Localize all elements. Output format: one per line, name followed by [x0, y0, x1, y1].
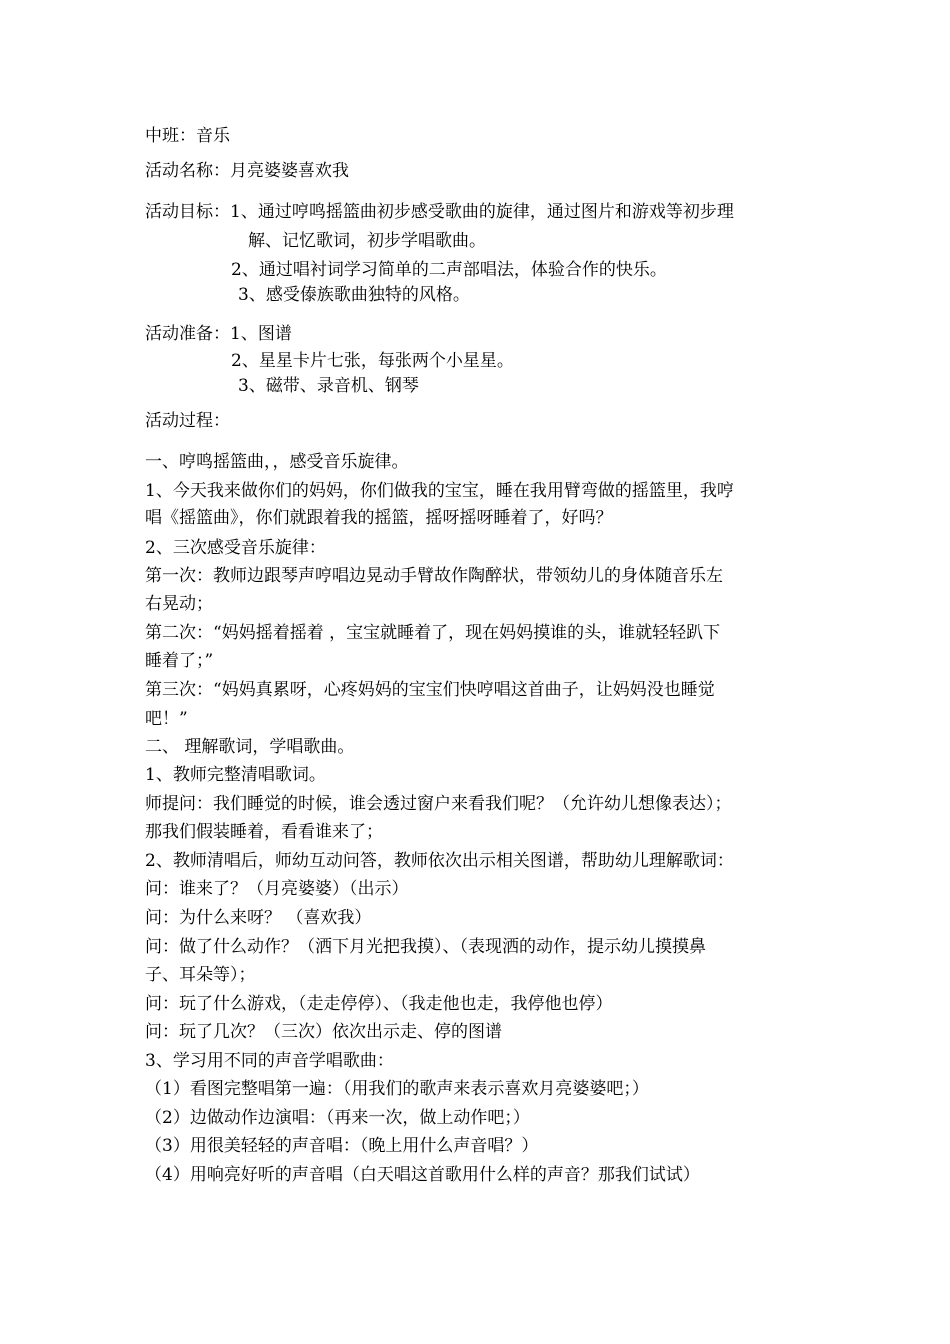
body-line: 子、耳朵等）；: [145, 965, 256, 985]
body-line: 2、三次感受音乐旋律：: [145, 538, 326, 558]
body-line: 睡着了；”: [145, 651, 214, 671]
body-line: 1、教师完整清唱歌词。: [145, 765, 326, 785]
body-line: 一、哼鸣摇篮曲，，感受音乐旋律。: [145, 452, 409, 472]
body-line: （3）用很美轻轻的声音唱：（晚上用什么声音唱？）: [145, 1136, 539, 1156]
body-line: 第一次：教师边跟琴声哼唱边晃动手臂故作陶醉状，带领幼儿的身体随音乐左: [145, 566, 723, 586]
prep-line-3: 3、磁带、录音机、钢琴: [238, 376, 419, 396]
body-line: 2、教师清唱后，师幼互动问答，教师依次出示相关图谱，帮助幼儿理解歌词：: [145, 851, 734, 871]
body-line: 第二次：“妈妈摇着摇着 ，宝宝就睡着了，现在妈妈摸谁的头，谁就轻轻趴下: [145, 623, 721, 643]
body-line: （4）用响亮好听的声音唱（白天唱这首歌用什么样的声音？那我们试试）: [145, 1165, 700, 1185]
body-line: 问：玩了什么游戏，（走走停停）、（我走他也走，我停他也停）: [145, 994, 613, 1014]
body-line: 问：谁来了？（月亮婆婆）（出示）: [145, 879, 409, 899]
goals-line-3: 3、感受傣族歌曲独特的风格。: [238, 285, 470, 305]
prep-line-2: 2、星星卡片七张，每张两个小星星。: [231, 351, 514, 371]
body-line: 吧！”: [145, 709, 188, 729]
body-line: （2）边做动作边演唱：（再来一次，做上动作吧；）: [145, 1108, 530, 1128]
body-line: 二、 理解歌词，学唱歌曲。: [145, 737, 355, 757]
body-line: （1）看图完整唱第一遍：（用我们的歌声来表示喜欢月亮婆婆吧；）: [145, 1079, 649, 1099]
body-line: 问：做了什么动作？（洒下月光把我摸）、（表现洒的动作，提示幼儿摸摸鼻: [145, 937, 706, 957]
body-line: 第三次：“妈妈真累呀，心疼妈妈的宝宝们快哼唱这首曲子，让妈妈没也睡觉: [145, 680, 715, 700]
body-line: 3、学习用不同的声音学唱歌曲：: [145, 1051, 394, 1071]
process-label: 活动过程：: [145, 411, 230, 431]
body-line: 1、今天我来做你们的妈妈，你们做我的宝宝，睡在我用臂弯做的摇篮里，我哼: [145, 481, 734, 501]
prep-line-1: 活动准备：1、图谱: [145, 324, 292, 344]
goals-line-1: 活动目标：1、通过哼鸣摇篮曲初步感受歌曲的旋律，通过图片和游戏等初步理: [145, 202, 734, 222]
activity-name: 活动名称：月亮婆婆喜欢我: [145, 161, 349, 181]
body-line: 右晃动；: [145, 594, 213, 614]
goals-line-1-cont: 解、记忆歌词，初步学唱歌曲。: [248, 231, 486, 251]
body-line: 问：玩了几次？（三次）依次出示走、停的图谱: [145, 1022, 502, 1042]
body-line: 师提问：我们睡觉的时候，谁会透过窗户来看我们呢？（允许幼儿想像表达）；: [145, 794, 732, 814]
goals-line-2: 2、通过唱衬词学习简单的二声部唱法，体验合作的快乐。: [231, 260, 667, 280]
class-heading: 中班：音乐: [145, 126, 230, 146]
body-line: 问：为什么来呀？ （喜欢我）: [145, 908, 372, 928]
body-line: 唱《摇篮曲》，你们就跟着我的摇篮，摇呀摇呀睡着了，好吗？: [145, 508, 613, 528]
body-line: 那我们假装睡着，看看谁来了；: [145, 822, 383, 842]
